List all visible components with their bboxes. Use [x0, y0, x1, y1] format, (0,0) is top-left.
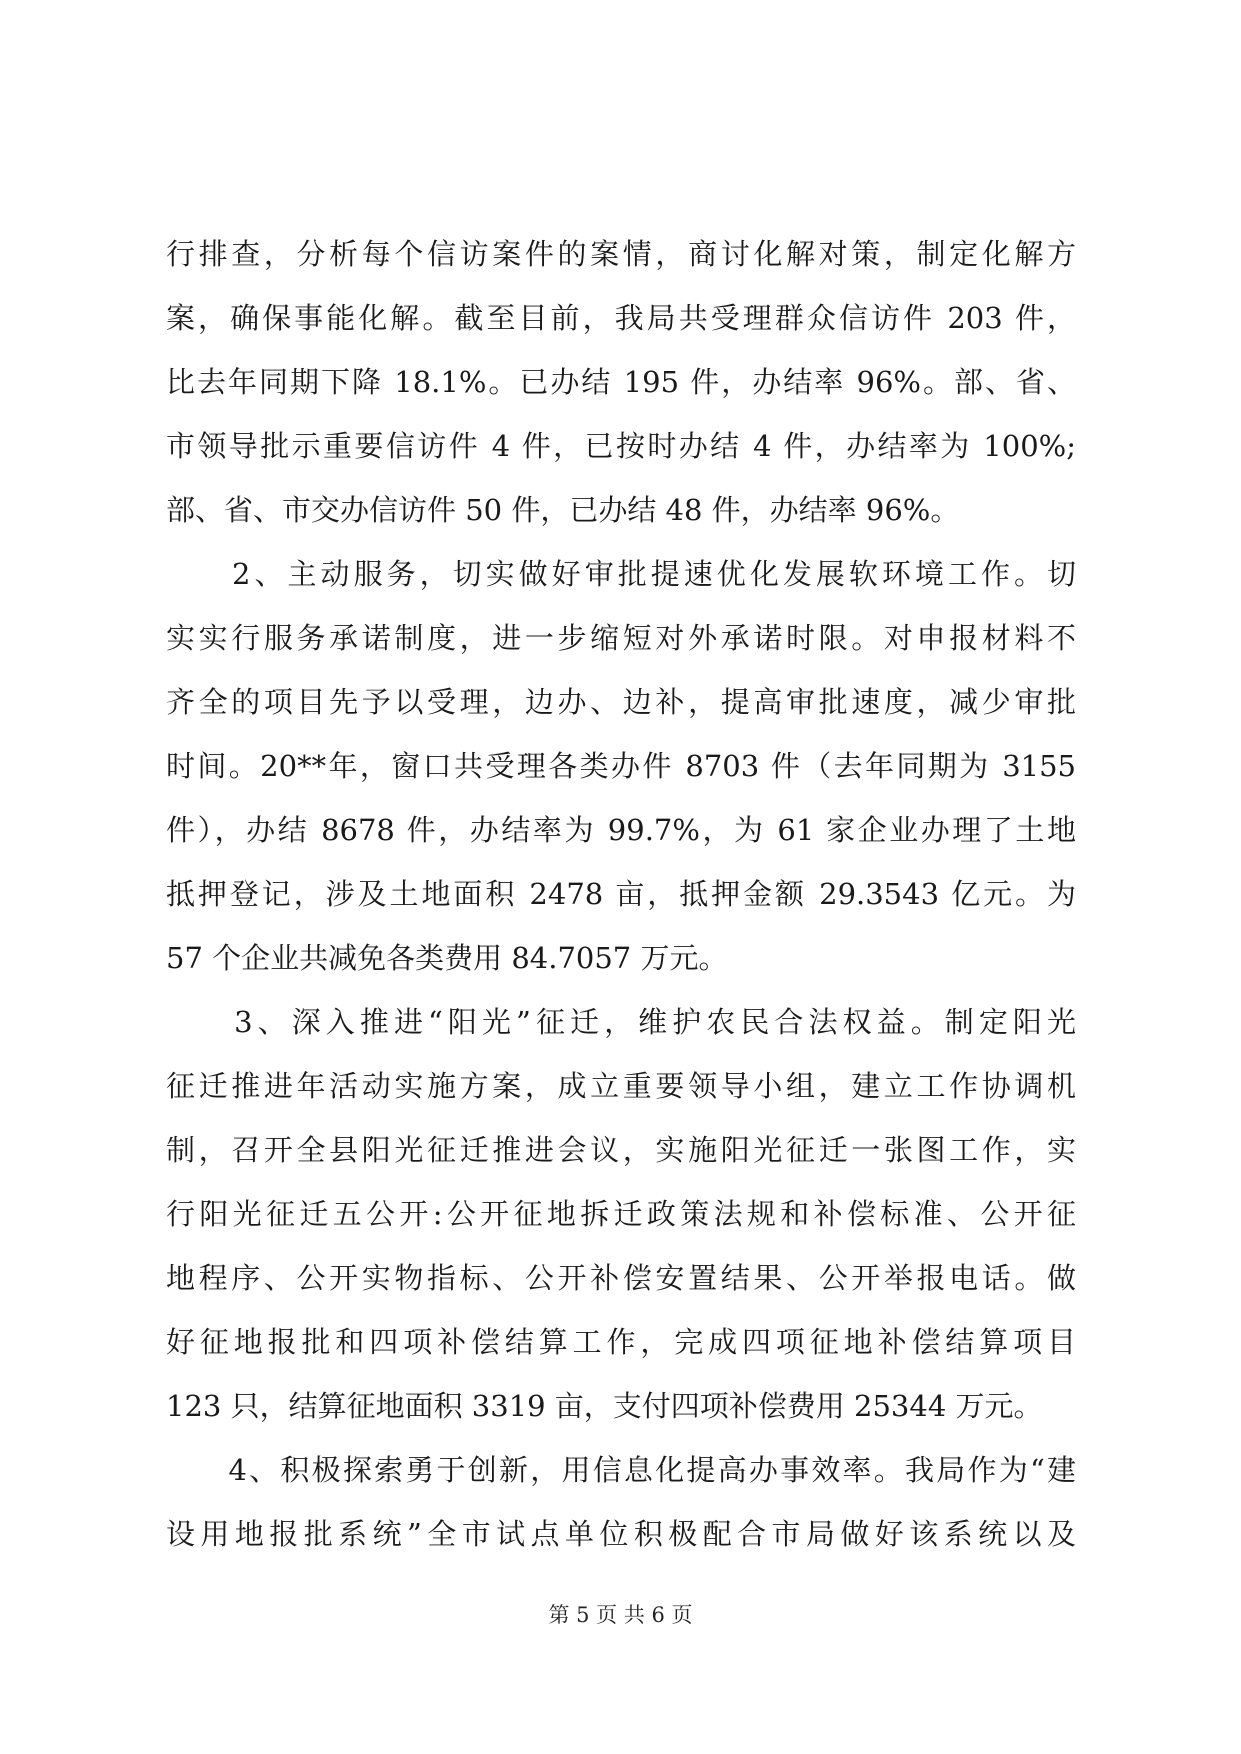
document-body	[166, 222, 1076, 1566]
text-line: 件），办结 8678 件，办结率为 99.7%，为 61 家企业办理了土地	[166, 813, 1076, 847]
text-line: 比去年同期下降 18.1%。已办结 195 件，办结率 96%。部、省、	[166, 365, 1076, 399]
text-line: 4、积极探索勇于创新，用信息化提高办事效率。我局作为“建	[166, 1453, 1076, 1487]
text-line: 行排查，分析每个信访案件的案情，商讨化解对策，制定化解方	[166, 237, 1076, 271]
text-line: 123 只，结算征地面积 3319 亩，支付四项补偿费用 25344 万元。	[166, 1389, 1043, 1423]
text-line: 部、省、市交办信访件 50 件，已办结 48 件，办结率 96%。	[166, 493, 960, 527]
text-line: 实实行服务承诺制度，进一步缩短对外承诺时限。对申报材料不	[166, 621, 1076, 655]
text-line: 制，召开全县阳光征迁推进会议，实施阳光征迁一张图工作，实	[166, 1133, 1076, 1167]
text-line: 地程序、公开实物指标、公开补偿安置结果、公开举报电话。做	[166, 1261, 1076, 1295]
text-line: 抵押登记，涉及土地面积 2478 亩，抵押金额 29.3543 亿元。为	[166, 877, 1076, 911]
text-line: 时间。20**年，窗口共受理各类办件 8703 件（去年同期为 3155	[166, 749, 1076, 783]
text-line: 齐全的项目先予以受理，边办、边补，提高审批速度，减少审批	[166, 685, 1076, 719]
text-line: 案，确保事能化解。截至目前，我局共受理群众信访件 203 件，	[166, 301, 1076, 335]
text-line: 好征地报批和四项补偿结算工作，完成四项征地补偿结算项目	[166, 1325, 1076, 1359]
text-line: 行阳光征迁五公开:公开征地拆迁政策法规和补偿标准、公开征	[166, 1197, 1076, 1231]
text-line: 市领导批示重要信访件 4 件，已按时办结 4 件，办结率为 100%;	[166, 429, 1076, 463]
text-line: 57 个企业共减免各类费用 84.7057 万元。	[166, 941, 728, 975]
text-line: 3、深入推进“阳光”征迁，维护农民合法权益。制定阳光	[166, 1005, 1076, 1039]
page-number-footer: 第 5 页 共 6 页	[548, 1603, 693, 1627]
text-line: 设用地报批系统”全市试点单位积极配合市局做好该系统以及	[166, 1517, 1076, 1551]
text-line: 2、主动服务，切实做好审批提速优化发展软环境工作。切	[166, 557, 1076, 591]
text-line: 征迁推进年活动实施方案，成立重要领导小组，建立工作协调机	[166, 1069, 1076, 1103]
